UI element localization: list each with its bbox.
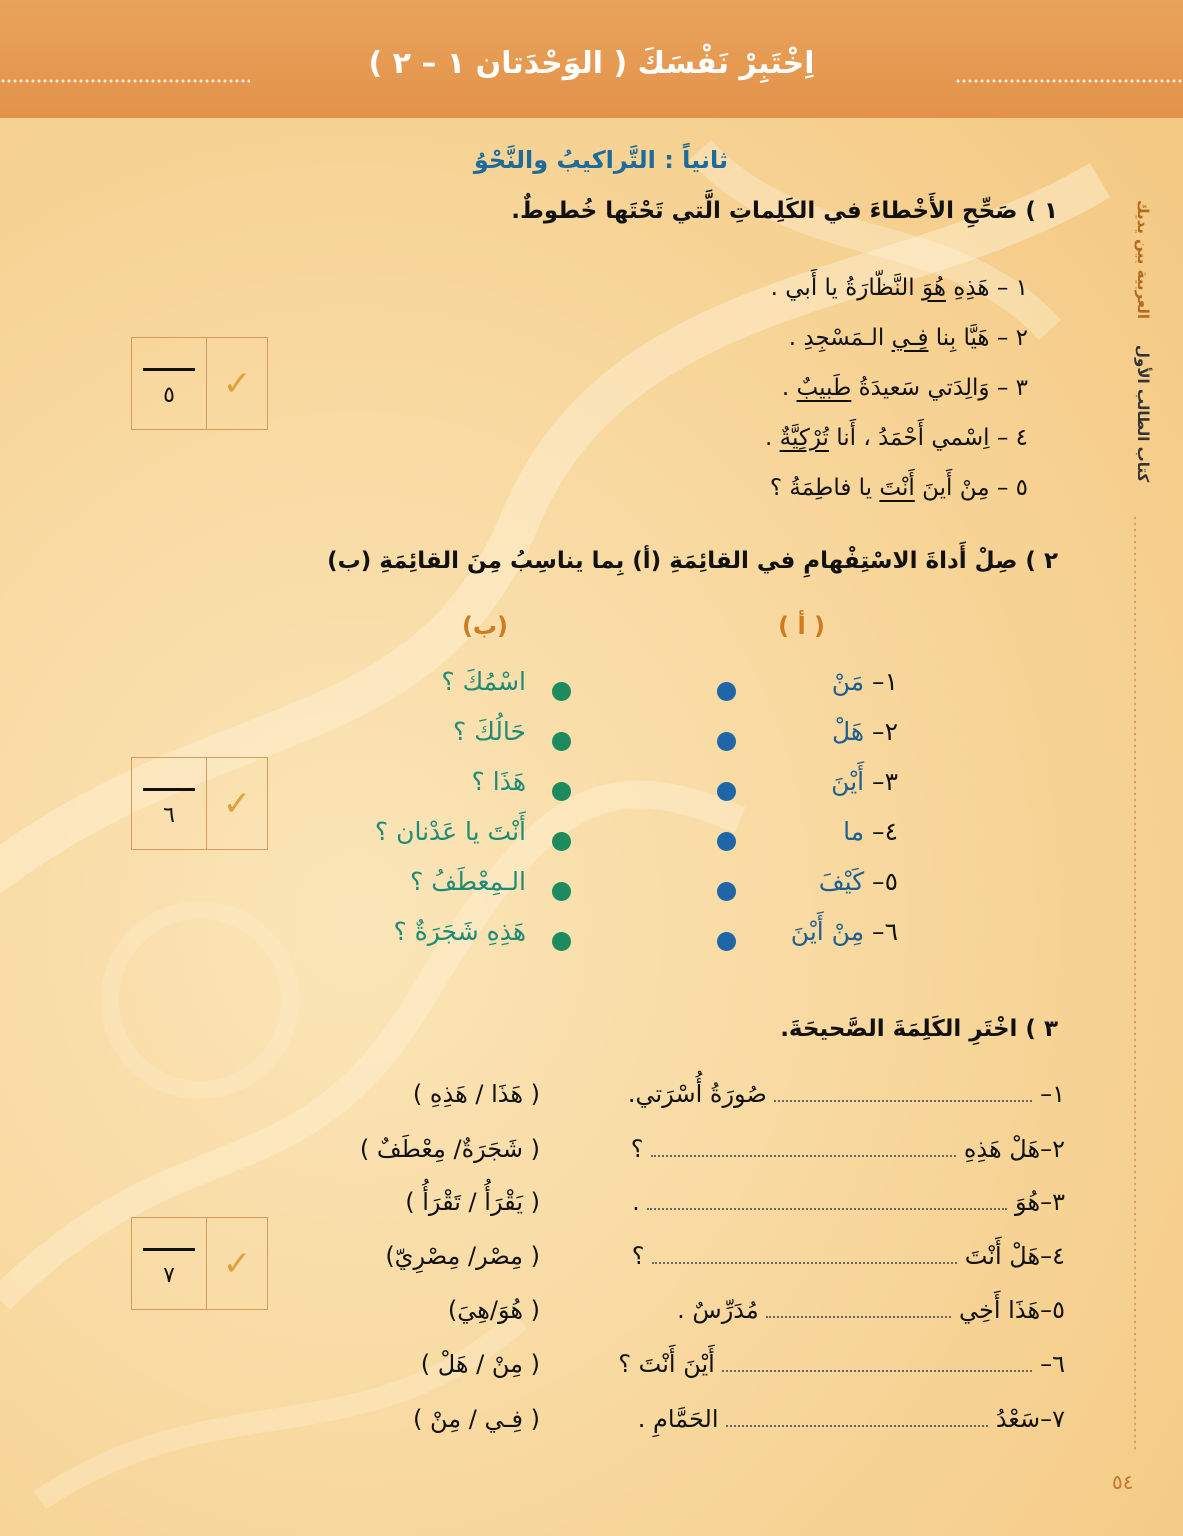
q3-row [631, 1135, 1065, 1163]
q3-row-number: ٥– [1040, 1296, 1065, 1324]
page-header [0, 0, 1183, 118]
fill-in-blank[interactable] [652, 1251, 957, 1264]
book-name: العربية بين يديك [1134, 200, 1152, 320]
q1-item: ٣ – وَالِدَتي سَعيدَةُ طَبيبٌ . [781, 375, 1028, 401]
fill-in-blank[interactable] [726, 1414, 988, 1427]
q2-a-connector-dot[interactable] [717, 882, 736, 901]
fill-in-blank[interactable] [722, 1359, 1032, 1372]
q1-item: ٤ – اِسْمي أَحْمَدُ ، أَنا تُرْكِيَّةٌ . [764, 425, 1028, 451]
q1-item: ٢ – هَيَّا بِنا فِـي الـمَسْجِدِ . [788, 325, 1028, 351]
score-value: ٧ [163, 1263, 175, 1288]
fill-in-blank[interactable] [774, 1089, 1032, 1102]
q2-b-connector-dot[interactable] [552, 932, 571, 951]
score-cell [132, 1218, 207, 1309]
q3-row-number: ٣– [1040, 1188, 1065, 1216]
q2-b-connector-dot[interactable] [552, 882, 571, 901]
q2-a-item: ٣– أَيْنَ [831, 767, 898, 796]
book-volume: كتاب الطالب الأول [1134, 345, 1152, 483]
q2-a-connector-dot[interactable] [717, 832, 736, 851]
q2-a-item: ٢– هَلْ [831, 717, 898, 746]
q3-row [677, 1296, 1065, 1324]
q2-b-item: هَذِهِ شَجَرَةٌ ؟ [393, 917, 526, 946]
q3-choice: ( مِصْر/ مِصْرِيّ) [385, 1242, 540, 1270]
check-cell [207, 1218, 267, 1309]
q2-a-connector-dot[interactable] [717, 682, 736, 701]
q2-a-connector-dot[interactable] [717, 932, 736, 951]
q2-a-connector-dot[interactable] [717, 782, 736, 801]
q2-b-connector-dot[interactable] [552, 732, 571, 751]
q3-row-before: هَلْ أَنْتَ [964, 1242, 1041, 1270]
q2-b-item: اسْمُكَ ؟ [441, 667, 526, 696]
q1-score-box [131, 337, 268, 430]
q3-row [628, 1080, 1065, 1108]
checkmark-icon: ✓ [222, 363, 252, 404]
check-cell [207, 338, 267, 429]
q2-title: ٢ ) صِلْ أَداةَ الاسْتِفْهامِ في القائِمَةِ (أ) بِما يناسِبُ مِنَ القائِمَةِ (ب) [327, 548, 1058, 574]
q3-row-after: أَيْنَ أَنْتَ ؟ [618, 1350, 715, 1378]
q3-title: ٣ ) اخْتَرِ الكَلِمَةَ الصَّحيحَةَ. [780, 1016, 1058, 1042]
q1-item: ١ – هَذِهِ هُوَ النَّظّارَةُ يا أَبي . [770, 275, 1028, 301]
page-number: ٥٤ [1112, 1470, 1134, 1494]
q2-a-item: ٤– ما [843, 817, 898, 846]
q3-row-after: . [632, 1188, 640, 1216]
q2-a-item: ١– مَنْ [831, 667, 898, 696]
q1-item: ٥ – مِنْ أَينَ أَنْتَ يا فاطِمَةُ ؟ [769, 475, 1028, 501]
q2-column-a-title: ( أ ) [778, 612, 825, 640]
score-value: ٦ [163, 803, 175, 828]
score-fraction-bar [143, 368, 195, 371]
checkmark-icon: ✓ [222, 1243, 252, 1284]
q1-underlined-word: فِـي [891, 325, 929, 351]
q3-choice: ( مِنْ / هَلْ ) [420, 1350, 540, 1378]
q2-a-connector-dot[interactable] [717, 732, 736, 751]
page-title: اِخْتَبِرْ نَفْسَكَ ( الوَحْدَتان ١ – ٢ ) [368, 46, 815, 81]
q3-row-number: ٦– [1040, 1350, 1065, 1378]
q2-b-connector-dot[interactable] [552, 782, 571, 801]
check-cell [207, 758, 267, 849]
q2-b-item: أَنْتَ يا عَدْنان ؟ [374, 817, 526, 846]
q3-row-number: ٤– [1040, 1242, 1065, 1270]
q3-row-number: ٢– [1040, 1135, 1065, 1163]
q2-a-item: ٥– كَيْفَ [818, 867, 898, 896]
q3-row-before: سَعْدُ [995, 1405, 1041, 1433]
q3-row-after: ؟ [631, 1242, 645, 1270]
q2-score-box [131, 757, 268, 850]
q3-row [632, 1242, 1065, 1270]
q1-underlined-word: طَبيبٌ [796, 375, 852, 401]
q2-column-b-title: (ب) [461, 612, 508, 640]
section-title: ثانياً : التَّراكيبُ والنَّحْوُ [473, 146, 728, 174]
fill-in-blank[interactable] [766, 1305, 951, 1318]
q2-b-connector-dot[interactable] [552, 682, 571, 701]
score-cell [132, 758, 207, 849]
q3-row-number: ١– [1040, 1080, 1065, 1108]
q3-row-before: هَذَا أَخِي [959, 1296, 1041, 1324]
q2-a-item: ٦– مِنْ أَيْنَ [790, 917, 898, 946]
q3-choice: ( فِـي / مِنْ ) [413, 1405, 540, 1433]
q3-row-after: مُدَرِّسٌ . [677, 1296, 759, 1324]
q3-row-before: هُوَ [1015, 1188, 1041, 1216]
q2-b-item: الـمِعْطَفُ ؟ [409, 867, 526, 896]
q3-row [632, 1188, 1065, 1216]
q3-row-number: ٧– [1040, 1405, 1065, 1433]
fill-in-blank[interactable] [647, 1197, 1007, 1210]
q1-title: ١ ) صَحِّحِ الأَخْطاءَ في الكَلِماتِ الَّتي تَحْتَها خُطوطٌ. [511, 198, 1058, 224]
spine-divider [1134, 515, 1136, 1450]
q3-score-box [131, 1217, 268, 1310]
q3-row-after: الحَمَّامِ . [637, 1405, 719, 1433]
score-value: ٥ [163, 383, 175, 408]
score-fraction-bar [143, 1248, 195, 1251]
q3-row-after: صُورَةُ أُسْرَتي. [627, 1080, 767, 1108]
q3-row [638, 1405, 1065, 1433]
q3-row-after: ؟ [630, 1135, 644, 1163]
q3-choice: ( شَجَرَةٌ/ مِعْطَفٌ ) [359, 1135, 540, 1163]
fill-in-blank[interactable] [651, 1144, 956, 1157]
q1-underlined-word: أَنْتَ [879, 475, 915, 501]
q2-b-item: هَذَا ؟ [471, 767, 526, 796]
q2-b-item: حَالُكَ ؟ [453, 717, 526, 746]
checkmark-icon: ✓ [222, 783, 252, 824]
q3-choice: ( يَقْرَأُ / تَقْرَأُ ) [405, 1188, 540, 1216]
score-cell [132, 338, 207, 429]
q3-choice: ( هُوَ/هِيَ) [447, 1296, 540, 1324]
q1-underlined-word: تُرْكِيَّةٌ [779, 425, 829, 451]
q1-underlined-word: هُوَ [921, 275, 946, 301]
score-fraction-bar [143, 788, 195, 791]
q3-row [618, 1350, 1065, 1378]
q3-row-before: هَلْ هَذِهِ [963, 1135, 1041, 1163]
q3-choice: ( هَذَا / هَذِهِ ) [412, 1080, 540, 1108]
q2-b-connector-dot[interactable] [552, 832, 571, 851]
